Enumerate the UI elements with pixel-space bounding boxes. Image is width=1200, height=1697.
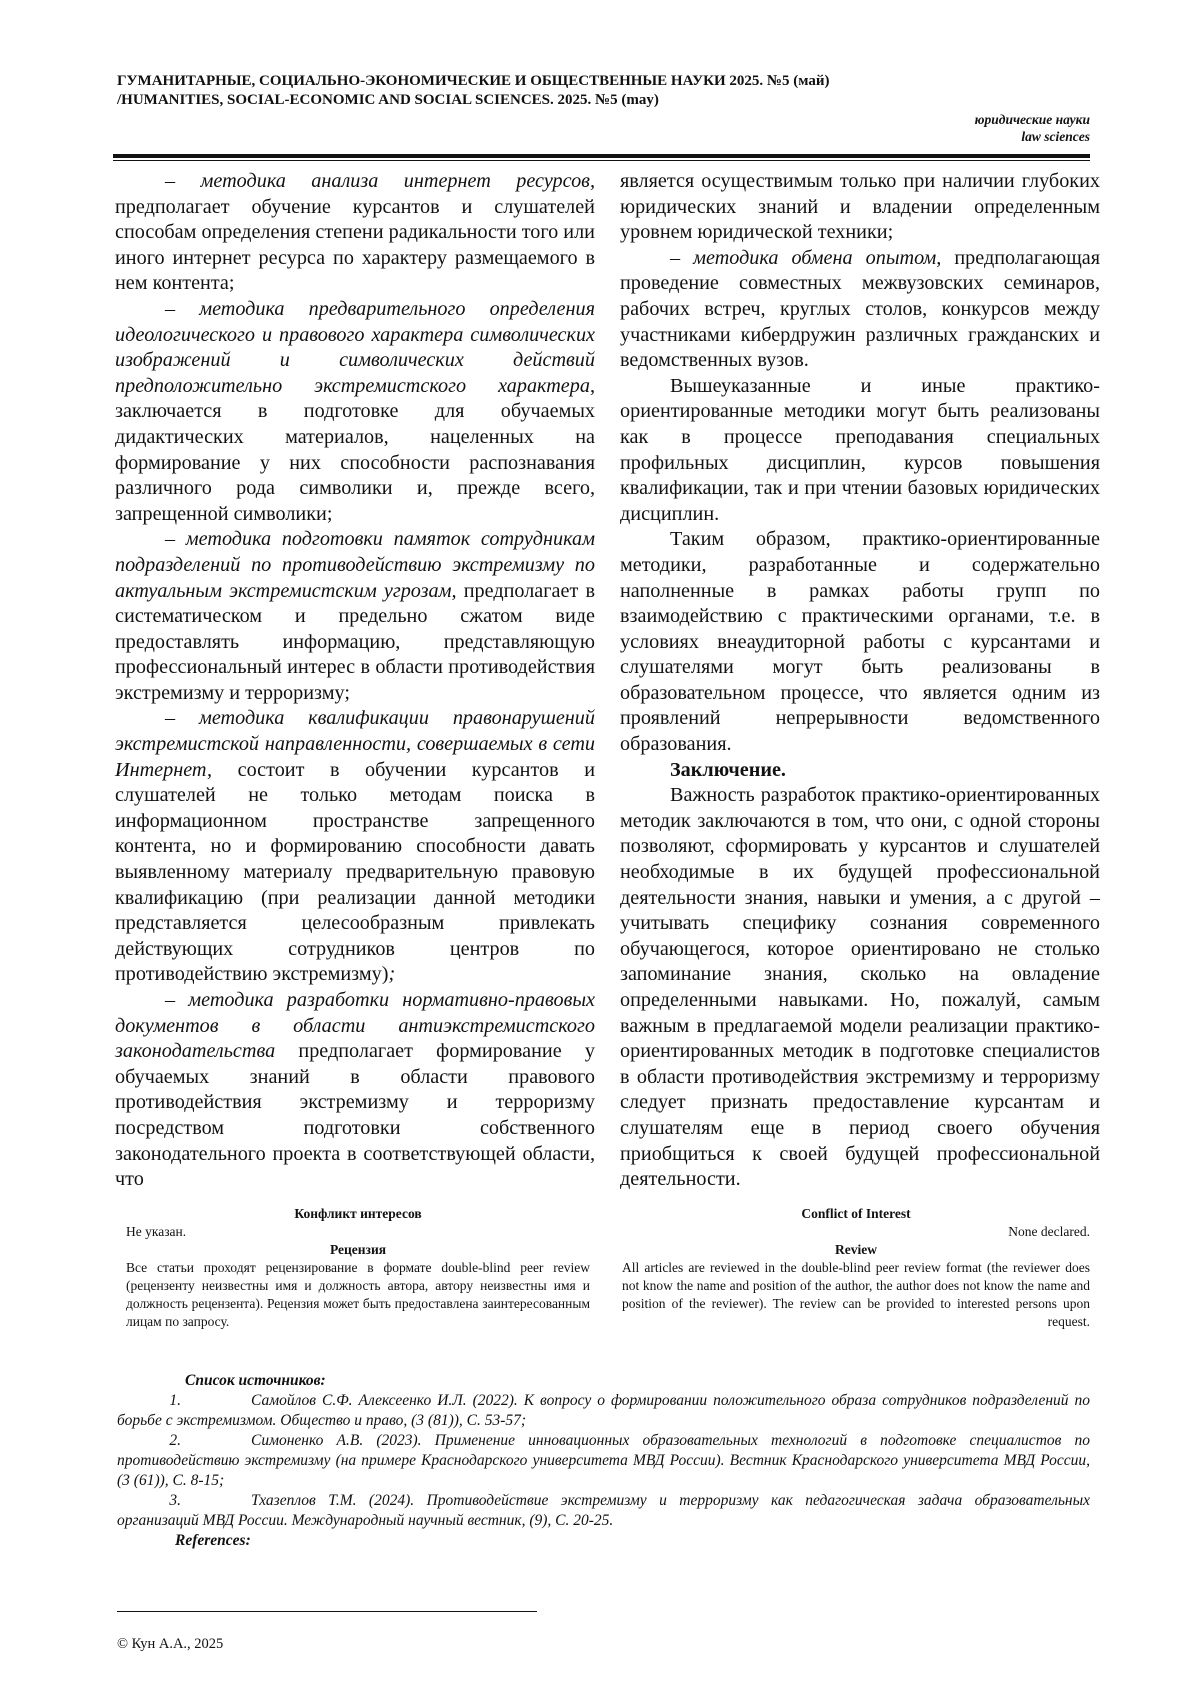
conflict-title-en: Conflict of Interest: [801, 1206, 911, 1221]
journal-title-ru: ГУМАНИТАРНЫЕ, СОЦИАЛЬНО-ЭКОНОМИЧЕСКИЕ И ОБЩЕСТВЕННЫЕ НАУКИ 2025. №5 (май): [117, 73, 830, 89]
paragraph: – методика разработки нормативно-правовых документов в области антиэкстремистского законодательства предполагает формирование у обучаемых знаний в области правового противодействия экстремизму и терроризму посредством подготовки собственного законодательного проекта в соответствующей области, что: [115, 989, 595, 1191]
conclusion-heading: Заключение.: [670, 758, 786, 781]
conflict-title-ru: Конфликт интересов: [294, 1206, 422, 1221]
paragraph: – методика подготовки памяток сотрудникам подразделений по противодействию экстремизму по актуальным экстремистским угрозам, предполагает в систематическом и предельно сжатом виде предоставлять информацию, представляющую профессиональный интерес в области противодействия экстремизму и терроризму;: [115, 528, 595, 704]
reference-item: 1. Самойлов С.Ф. Алексеенко И.Л. (2022). К вопросу о формировании положительного образа сотрудников подразделений по борьбе с экстремизмом. Общество и право, (3 (81)), С. 53-57;: [117, 1392, 1090, 1429]
section-label-ru: юридические науки: [974, 112, 1090, 127]
review-text-en: All articles are reviewed in the double-blind peer review format (the reviewer does not know the name and position of the author, the author does not know the name and position of the reviewer). The review can be provided to interested persons upon request.: [622, 1260, 1090, 1329]
review-title-en: Review: [835, 1242, 877, 1257]
section-label-en: law sciences: [1021, 129, 1090, 144]
paragraph: Таким образом, практико-ориентированные методики, разработанные и содержательно наполненные в рамках работы групп по взаимодействию с практическими органами, т.е. в условиях внеаудиторной работы с курсантами и слушателями могут быть реализованы в образовательном процессе, что является одним из проявлений непрерывности ведомственного образования.: [620, 528, 1100, 756]
paragraph: Важность разработок практико-ориентированных методик заключаются в том, что они, с одной стороны позволяют, сформировать у курсантов и слушателей необходимые в их будущей профессиональной деятельности знания, навыки и умения, а с другой – учитывать специфику сознания современного обучающегося, которое ориентировано не столько запоминание знания, сколько на овладение определенными навыками. Но, пожалуй, самым важным в предлагаемой модели реализации практико-ориентированных методик в подготовке специалистов в области противодействия экстремизму и терроризму следует признать предоставление курсантам и слушателям еще в период своего обучения приобщиться к своей будущей профессиональной деятельности.: [620, 784, 1100, 1191]
meta-block-ru: [126, 1205, 590, 1331]
references-title-ru: Список источников:: [185, 1372, 326, 1389]
journal-title-en: /HUMANITIES, SOCIAL-ECONOMIC AND SOCIAL SCIENCES. 2025. №5 (may): [117, 92, 659, 108]
header-rule-thick: [113, 154, 1090, 158]
paragraph: – методика квалификации правонарушений экстремистской направленности, совершаемых в сети Интернет, состоит в обучении курсантов и слушателей не только методам поиска в информационном пространстве запрещенного контента, но и формированию способности давать выявленному материалу предварительную правовую квалификацию (при реализации данной методики представляется целесообразным привлекать действующих сотрудников центров по противодействию экстремизму);: [115, 707, 595, 986]
references-title-en: References:: [175, 1532, 251, 1549]
review-text-ru: Все статьи проходят рецензирование в формате double-blind peer review (рецензенту неизвестны имя и должность автора, автору неизвестны имя и должность рецензента). Рецензия может быть предоставлена заинтересованным лицам по запросу.: [126, 1260, 590, 1329]
conflict-value-en: None declared.: [1008, 1224, 1090, 1239]
references-section: [117, 1371, 1090, 1551]
paragraph: – методика обмена опытом, предполагающая проведение совместных межвузовских семинаров, рабочих встреч, круглых столов, конкурсов между участниками кибердружин различных гражданских и ведомственных вузов.: [620, 246, 1101, 372]
reference-item: 2. Симоненко А.В. (2023). Применение инновационных образовательных технологий в подготовке специалистов по противодействию экстремизму (на примере Краснодарского университета МВД России). Вестник Краснодарского университета МВД России, (3 (61)), С. 8-15;: [117, 1432, 1090, 1489]
paragraph: – методика предварительного определения идеологического и правового характера символических изображений и символических действий предположительно экстремистского характера, заключается в подготовке для обучаемых дидактических материалов, нацеленных на формирование у них способности распознавания различного рода символики и, прежде всего, запрещенной символики;: [115, 297, 595, 525]
body-right-column: [620, 169, 1100, 1193]
paragraph: Вышеуказанные и иные практико-ориентированные методики могут быть реализованы как в процессе преподавания специальных профильных дисциплин, курсов повышения квалификации, так и при чтении базовых юридических дисциплин.: [620, 374, 1100, 525]
footnote-rule: [117, 1611, 537, 1612]
reference-item: 3. Тхазеплов Т.М. (2024). Противодействие экстремизму и терроризму как педагогическая задача образовательных организаций МВД России. Международный научный вестник, (9), С. 20-25.: [117, 1492, 1090, 1529]
meta-block-en: [622, 1205, 1090, 1331]
header-rule-thin: [113, 160, 1090, 161]
copyright-notice: © Кун А.А., 2025: [117, 1636, 224, 1652]
paragraph: является осуществимым только при наличии глубоких юридических знаний и владении определенным уровнем юридической техники;: [620, 170, 1100, 244]
conflict-value-ru: Не указан.: [126, 1224, 187, 1239]
body-left-column: [115, 169, 595, 1193]
review-title-ru: Рецензия: [329, 1242, 387, 1257]
paragraph: – методика анализа интернет ресурсов, предполагает обучение курсантов и слушателей способам определения степени радикальности того или иного интернет ресурса по характеру размещаемого в нем контента;: [115, 170, 595, 295]
